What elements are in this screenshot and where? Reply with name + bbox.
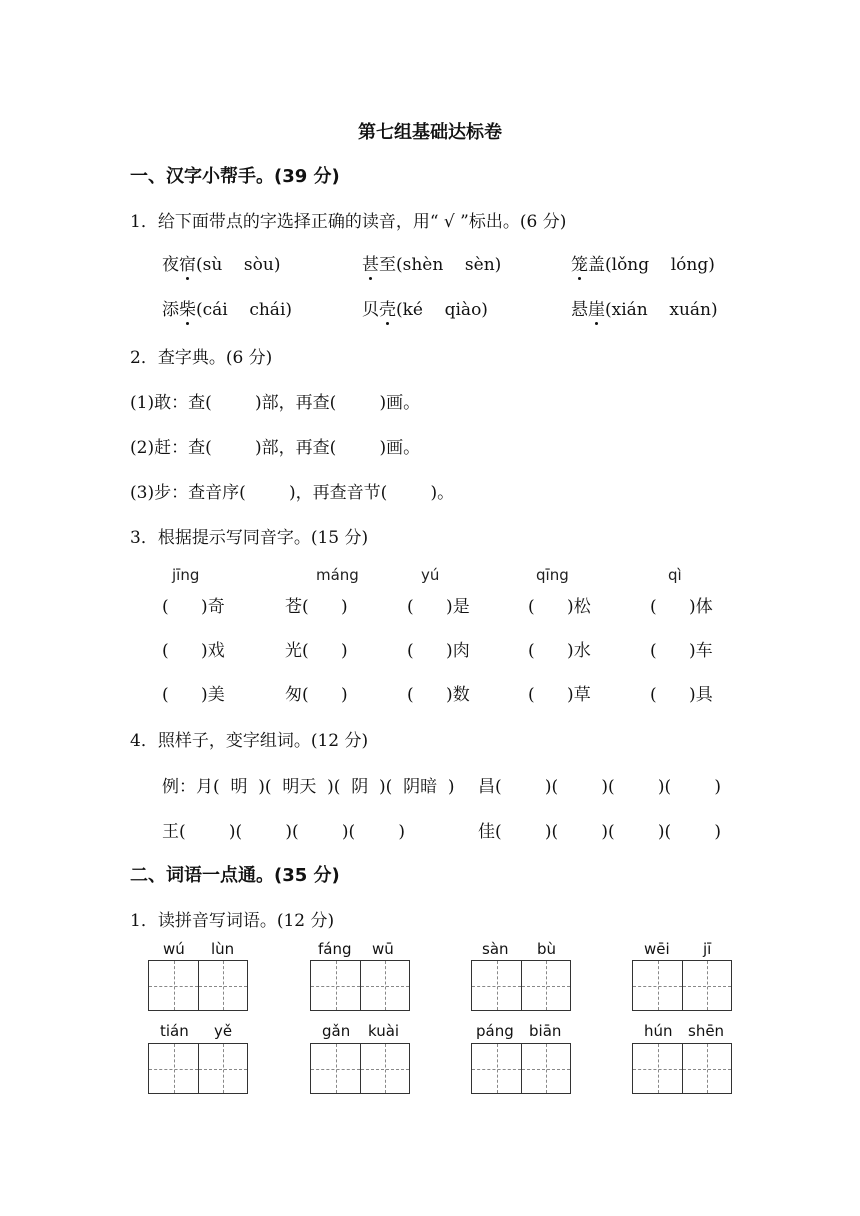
q1-item-5: 贝壳(ké qiào) [362,300,488,320]
q3-cell: ( )数 [407,685,470,705]
q3-prompt: 3．根据提示写同音字。(15 分) [130,528,369,548]
q3-cell: ( )草 [528,685,591,705]
q3-cell: ( )水 [528,641,591,661]
writing-boxes[interactable] [632,1043,732,1094]
q2-item-3: (3)步：查音序( )，再查音节( )。 [130,483,455,503]
q3-cell: ( )是 [407,597,470,617]
section-2-heading: 二、词语一点通。(35 分) [130,865,340,886]
q3-cell: ( )戏 [162,641,225,661]
q3-cell: ( )车 [650,641,713,661]
writing-boxes[interactable] [310,1043,410,1094]
q2-item-1: (1)敢：查( )部，再查( )画。 [130,393,421,413]
s2-q1-prompt: 1．读拼音写词语。(12 分) [130,911,335,931]
q3-cell: ( )奇 [162,597,225,617]
q3-cell: ( )松 [528,597,591,617]
q1-item-4: 添柴(cái chái) [162,300,293,320]
q1-item-1: 夜宿(sù sòu) [162,255,281,275]
q3-cell: ( )肉 [407,641,470,661]
q4-prompt: 4．照样子，变字组词。(12 分) [130,731,369,751]
writing-boxes[interactable] [310,960,410,1011]
q3-pinyin-4: qīng [536,566,569,584]
q3-cell: 光( ) [285,641,348,661]
page-title: 第七组基础达标卷 [358,122,502,143]
q4-example: 例：月( 明 )( 明天 )( 阴 )( 阴暗 ) [162,777,455,797]
q3-cell: ( )具 [650,685,713,705]
q3-pinyin-5: qì [668,566,682,584]
q1-item-6: 悬崖(xián xuán) [571,300,718,320]
q2-item-2: (2)赶：查( )部，再查( )画。 [130,438,421,458]
q3-cell: 苍( ) [285,597,348,617]
q3-cell: 匆( ) [285,685,348,705]
writing-boxes[interactable] [471,960,571,1011]
q1-prompt: 1．给下面带点的字选择正确的读音，用“ √ ”标出。(6 分) [130,212,567,232]
q1-item-2: 甚至(shèn sèn) [362,255,502,275]
q2-prompt: 2．查字典。(6 分) [130,348,273,368]
q4-item-1: 昌( )( )( )( ) [478,777,721,797]
writing-boxes[interactable] [148,1043,248,1094]
writing-boxes[interactable] [632,960,732,1011]
q1-item-3: 笼盖(lǒng lóng) [571,255,715,275]
q4-item-2: 王( )( )( )( ) [162,822,405,842]
q3-pinyin-1: jīng [172,566,200,584]
q3-cell: ( )体 [650,597,713,617]
q3-cell: ( )美 [162,685,225,705]
q4-item-3: 佳( )( )( )( ) [478,822,721,842]
q3-pinyin-3: yú [421,566,440,584]
q3-pinyin-2: máng [316,566,359,584]
section-1-heading: 一、汉字小帮手。(39 分) [130,166,340,187]
writing-boxes[interactable] [148,960,248,1011]
writing-boxes[interactable] [471,1043,571,1094]
